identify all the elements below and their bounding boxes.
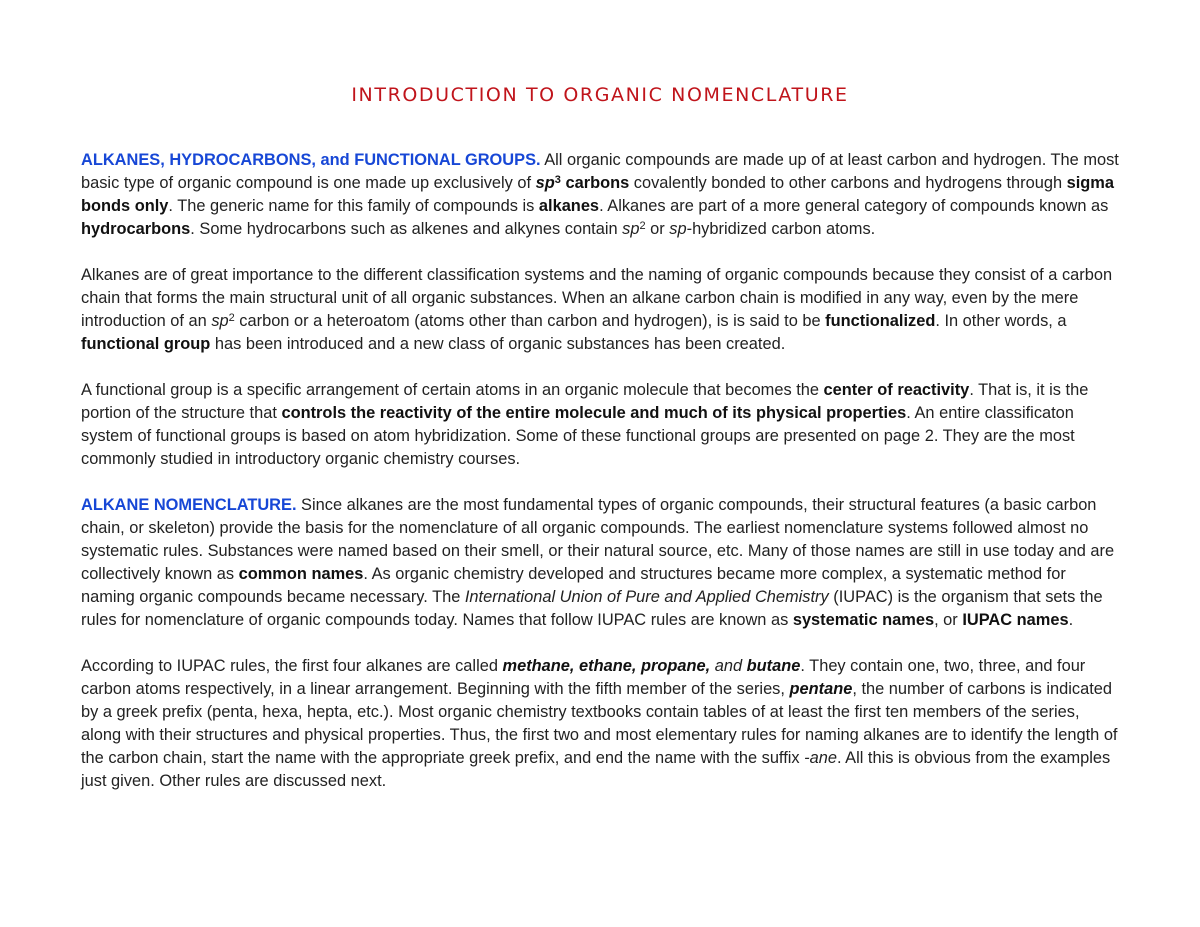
term-sigma-bonds: sigma bonds only xyxy=(81,174,1114,215)
paragraph-alkanes-hydrocarbons xyxy=(81,149,1123,241)
text: . As organic chemistry developed and structures became more complex, a systematic method for naming organic compounds became necessary. The xyxy=(81,565,1066,606)
term-sp: sp xyxy=(669,220,687,238)
term-suffix-ane: -ane xyxy=(804,749,837,767)
text: covalently bonded to other carbons and hydrogens through xyxy=(629,174,1067,192)
text: . All this is obvious from the examples just given. Other rules are discussed next. xyxy=(81,749,1111,790)
paragraph-iupac-rules xyxy=(81,655,1123,793)
text: . Alkanes are part of a more general category of compounds known as xyxy=(599,197,1109,215)
term-functional-group: functional group xyxy=(81,335,211,353)
term-sp3: sp xyxy=(535,174,555,192)
term-butane: butane xyxy=(746,657,801,675)
text: has been introduced and a new class of organic substances has been created. xyxy=(210,335,786,353)
term-iupac-full: International Union of Pure and Applied Chemistry xyxy=(464,588,829,606)
section-heading-alkane-nomenclature: ALKANE NOMENCLATURE. xyxy=(81,496,297,514)
text: (IUPAC) is the organism that sets the rules for nomenclature of organic compounds today. Names that follow IUPAC rules are known as xyxy=(81,588,1103,629)
text: or xyxy=(645,220,670,238)
term-sp2: sp xyxy=(211,312,229,330)
text: . An entire classificaton system of functional groups is based on atom hybridization. Some of these functional groups are presented on page 2. They are the most commonly studied in introductory organic chemistry courses. xyxy=(81,404,1075,468)
term-pentane: pentane xyxy=(789,680,853,698)
text: . That is, it is the portion of the structure that xyxy=(81,381,1089,422)
term-alkanes: alkanes xyxy=(538,197,600,215)
paragraph-alkane-importance xyxy=(81,264,1123,356)
text: , the number of carbons is indicated by a greek prefix (penta, hexa, hepta, etc.). Most organic chemistry textbooks contain tables of at least the first ten members of the series, along with their structures and physical properties. Thus, the first two and most elementary rules for naming alkanes are to identify the length of the carbon chain, start the name with the appropriate greek prefix, and end the name with the suffix xyxy=(81,680,1118,767)
term-common-names: common names xyxy=(238,565,364,583)
text: A functional group is a specific arrangement of certain atoms in an organic molecule that becomes the xyxy=(81,381,824,399)
section-heading-alkanes-hydrocarbons: ALKANES, HYDROCARBONS, and FUNCTIONAL GROUPS. xyxy=(81,151,541,169)
text: carbon or a heteroatom (atoms other than carbon and hydrogen), is is said to be xyxy=(234,312,826,330)
term-hydrocarbons: hydrocarbons xyxy=(81,220,191,238)
text: -hybridized carbon atoms. xyxy=(686,220,876,238)
superscript: 3 xyxy=(554,174,561,186)
superscript: 2 xyxy=(228,312,235,324)
term-center-of-reactivity: center of reactivity xyxy=(823,381,970,399)
text: According to IUPAC rules, the first four alkanes are called xyxy=(81,657,503,675)
paragraph-functional-group xyxy=(81,379,1123,471)
text: , or xyxy=(934,611,963,629)
text: Alkanes are of great importance to the different classification systems and the naming of organic compounds because they consist of a carbon chain that forms the main structural unit of all organic substances. When an alkane carbon chain is modified in any way, even by the mere introduction of an xyxy=(81,266,1113,330)
text: . Some hydrocarbons such as alkenes and alkynes contain xyxy=(190,220,623,238)
text: . In other words, a xyxy=(935,312,1067,330)
term-sp2: sp xyxy=(622,220,640,238)
text: and xyxy=(710,657,747,675)
term-functionalized: functionalized xyxy=(825,312,936,330)
term-systematic-names: systematic names xyxy=(792,611,935,629)
text: . They contain one, two, three, and four carbon atoms respectively, in a linear arrangement. Beginning with the fifth member of the series, xyxy=(81,657,1086,698)
text: . xyxy=(1068,611,1074,629)
text: Since alkanes are the most fundamental types of organic compounds, their structural features (a basic carbon chain, or skeleton) provide the basis for the nomenclature of all organic compounds. The earliest nomenclature systems followed almost no systematic rules. Substances were named based on their smell, or their natural source, etc. Many of those names are still in use today and are collectively known as xyxy=(81,496,1115,583)
text: All organic compounds are made up of at least carbon and hydrogen. The most basic type of organic compound is one made up exclusively of xyxy=(81,151,1119,192)
text: . The generic name for this family of compounds is xyxy=(168,197,539,215)
term-controls-reactivity: controls the reactivity of the entire molecule and much of its physical properties xyxy=(281,404,907,422)
term-carbons: carbons xyxy=(560,174,630,192)
page-title: INTRODUCTION TO ORGANIC NOMENCLATURE xyxy=(351,84,849,106)
term-first-alkanes: methane, ethane, propane, xyxy=(502,657,711,675)
paragraph-alkane-nomenclature xyxy=(81,494,1123,632)
term-iupac-names: IUPAC names xyxy=(962,611,1069,629)
superscript: 2 xyxy=(639,220,646,232)
document-body xyxy=(81,149,1123,816)
